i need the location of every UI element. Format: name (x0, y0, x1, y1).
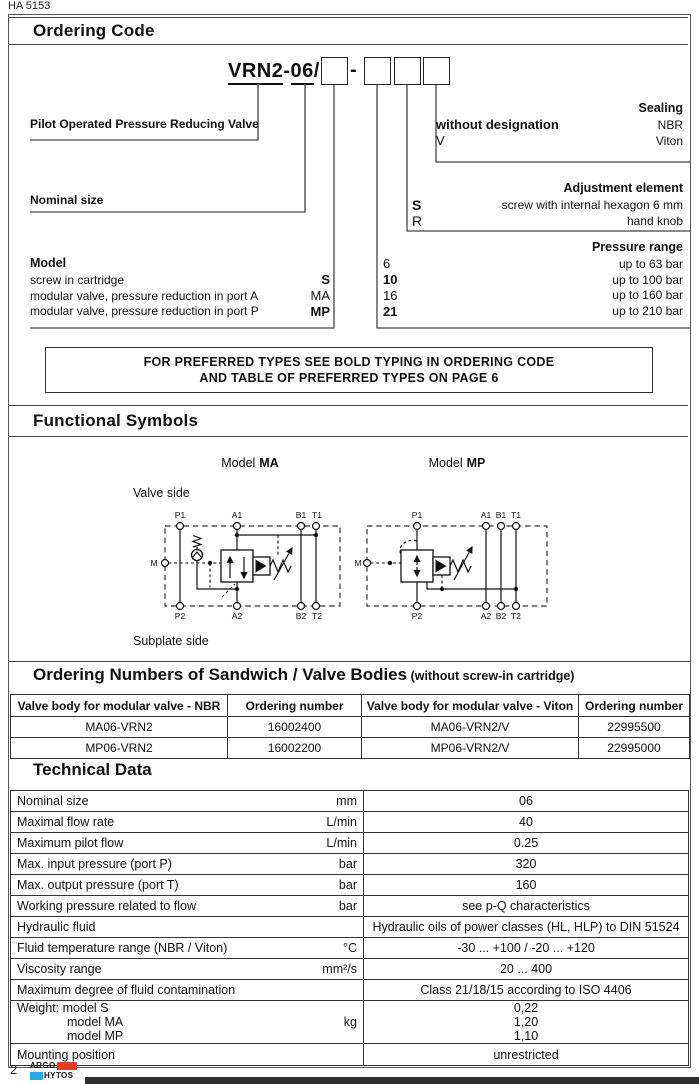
svg-text:P2: P2 (411, 611, 423, 621)
adjustment-callout (412, 181, 683, 229)
parameter-name: Hydraulic fluid (17, 920, 96, 934)
parameter-value: -30 ... +100 / -20 ... +120 (457, 941, 595, 955)
model-ma-code: MA (259, 456, 279, 470)
ma-valve-body (221, 550, 253, 582)
svg-text:M: M (354, 558, 362, 568)
svg-text:B2: B2 (495, 611, 507, 621)
table-cell: 22995500 (579, 717, 690, 738)
adjustment-row-label: screw with internal hexagon 6 mm (501, 197, 683, 212)
section-title-functional-symbols (9, 405, 688, 437)
pressure-range-row-label: up to 63 bar (618, 256, 683, 271)
svg-text:P1: P1 (174, 510, 186, 520)
svg-text:A2: A2 (480, 611, 492, 621)
ordering-numbers-table (10, 694, 690, 759)
svg-text:B2: B2 (295, 611, 307, 621)
adjustment-title: Adjustment element (563, 181, 683, 195)
sealing-row (436, 117, 683, 133)
technical-data-row (11, 917, 688, 938)
model-ma-caption (190, 456, 310, 470)
sealing-row (436, 133, 683, 149)
pressure-range-callout (383, 240, 683, 319)
code-slash: / (313, 60, 320, 82)
parameter-unit: mm (336, 794, 357, 808)
column-header: Ordering number (228, 695, 362, 717)
svg-text:M: M (150, 558, 158, 568)
parameter-unit: bar (338, 878, 357, 892)
parameter-value (364, 1001, 688, 1043)
table-cell: 16002400 (228, 717, 362, 738)
ma-spring (270, 560, 291, 572)
technical-data-title: Technical Data (33, 760, 152, 779)
valve-name-label: Pilot Operated Pressure Reducing Valve (30, 117, 259, 131)
table-cell: MA06-VRN2/V (362, 717, 579, 738)
model-callout (30, 256, 330, 319)
svg-text:T1: T1 (312, 510, 322, 520)
sealing-row-code: V (436, 133, 445, 149)
pressure-range-row-code: 16 (383, 287, 398, 303)
pressure-range-rows (383, 256, 683, 319)
ordering-numbers-title (33, 665, 574, 685)
subplate-side-label: Subplate side (133, 634, 209, 648)
model-row-label: modular valve, pressure reduction in port A (30, 288, 259, 303)
table-cell: 22995000 (579, 738, 690, 759)
parameter-name (17, 1001, 123, 1043)
mp-valve-body (401, 550, 433, 582)
technical-data-table (10, 790, 689, 1066)
parameter-unit: mm²/s (322, 962, 357, 976)
mp-sandwich-boundary (367, 526, 547, 606)
ordering-numbers-header-row (11, 695, 690, 717)
ordering-numbers-subtitle: (without screw-in cartridge) (407, 669, 575, 683)
mp-adjust-arrow (454, 547, 472, 580)
ma-port-m (162, 560, 169, 567)
parameter-value: 06 (519, 794, 533, 808)
model-mp-code: MP (466, 456, 486, 470)
parameter-unit: bar (338, 899, 357, 913)
ordering-numbers-title-text: Ordering Numbers of Sandwich / Valve Bodies (33, 665, 408, 684)
table-row (11, 738, 690, 759)
parameter-value: 320 (515, 857, 537, 871)
pressure-range-row-label: up to 210 bar (612, 304, 683, 319)
sealing-title: Sealing (638, 101, 683, 115)
preferred-types-note (45, 347, 653, 393)
model-row-code: MP (310, 303, 330, 319)
parameter-cell (11, 959, 364, 979)
adjustment-row-label: hand knob (626, 213, 683, 228)
code-prefix: VRN2 (228, 60, 283, 85)
svg-text:B1: B1 (495, 510, 507, 520)
model-row-label: modular valve, pressure reduction in port P (30, 304, 259, 319)
parameter-line: model MP (67, 1029, 124, 1043)
technical-data-row (11, 959, 688, 980)
pressure-range-row (383, 256, 683, 272)
check-valve-spring (193, 536, 201, 548)
parameter-unit: bar (338, 857, 357, 871)
model-word: Model (221, 456, 256, 470)
technical-data-row (11, 938, 688, 959)
model-row-code: S (321, 272, 330, 288)
note-line-1: FOR PREFERRED TYPES SEE BOLD TYPING IN ORDERING CODE (143, 355, 555, 369)
table-cell: MA06-VRN2 (11, 717, 228, 738)
adjustment-row (412, 197, 683, 213)
pressure-range-title: Pressure range (591, 240, 683, 254)
sealing-row-label: Viton (655, 133, 683, 148)
parameter-value: Hydraulic oils of power classes (HL, HLP) to DIN 51524 (372, 920, 680, 934)
ordering-code-title: Ordering Code (33, 21, 155, 40)
column-header: Valve body for modular valve - NBR (11, 695, 228, 717)
svg-text:T2: T2 (312, 611, 322, 621)
parameter-name: Nominal size (17, 794, 89, 808)
parameter-cell (11, 791, 364, 811)
svg-text:A1: A1 (231, 510, 243, 520)
value-line: 1,20 (513, 1015, 539, 1029)
technical-data-row (11, 791, 688, 812)
ma-hydraulic-schematic (140, 501, 345, 623)
svg-text:P1: P1 (411, 510, 423, 520)
adjustment-rows (412, 197, 683, 229)
technical-data-row (11, 1001, 688, 1044)
sealing-callout (436, 101, 683, 149)
technical-data-row (11, 1044, 688, 1065)
model-row-label: screw in cartridge (30, 272, 125, 287)
parameter-cell (11, 917, 364, 937)
parameter-cell (11, 875, 364, 895)
functional-symbols-title: Functional Symbols (33, 411, 199, 430)
footer-bar (85, 1077, 699, 1084)
pressure-range-row (383, 272, 683, 288)
adjustment-row (412, 213, 683, 229)
svg-text:T1: T1 (511, 510, 521, 520)
parameter-cell (11, 938, 364, 958)
column-header: Valve body for modular valve - Viton (362, 695, 579, 717)
technical-data-row (11, 833, 688, 854)
parameter-name: Working pressure related to flow (17, 899, 197, 913)
sealing-row-label: NBR (657, 117, 683, 132)
technical-data-row (11, 896, 688, 917)
sealing-row-code: without designation (436, 117, 559, 133)
note-line-2: AND TABLE OF PREFERRED TYPES ON PAGE 6 (199, 371, 499, 385)
parameter-name: Maximal flow rate (17, 815, 115, 829)
model-row-code: MA (310, 288, 330, 304)
logo-red-block (57, 1062, 77, 1070)
section-divider (8, 661, 690, 662)
parameter-cell (11, 896, 364, 916)
model-word: Model (428, 456, 463, 470)
column-header: Ordering number (579, 695, 690, 717)
model-row (30, 272, 330, 288)
table-row (11, 717, 690, 738)
svg-text:A1: A1 (480, 510, 492, 520)
parameter-unit: °C (342, 941, 357, 955)
parameter-unit: kg (343, 1015, 357, 1029)
logo-hytos-text: HYTOS (44, 1070, 74, 1080)
page-number: 2 (10, 1062, 18, 1077)
sealing-rows (436, 117, 683, 149)
mp-hydraulic-schematic (352, 501, 557, 623)
technical-data-row (11, 875, 688, 896)
code-separator: - (283, 60, 291, 82)
parameter-name: Max. input pressure (port P) (17, 857, 172, 871)
model-row (30, 304, 330, 320)
parameter-cell (11, 854, 364, 874)
mp-port-m (364, 560, 371, 567)
pressure-range-row-label: up to 100 bar (612, 272, 683, 287)
parameter-cell (11, 812, 364, 832)
code-size: 06 (291, 60, 314, 85)
ma-adjust-arrow (274, 548, 292, 580)
parameter-unit: L/min (326, 836, 357, 850)
table-cell: 16002200 (228, 738, 362, 759)
pressure-range-row-code: 6 (383, 256, 391, 272)
parameter-unit: L/min (326, 815, 357, 829)
pressure-range-row-code: 10 (383, 272, 398, 288)
parameter-value: 40 (519, 815, 533, 829)
technical-data-row (11, 812, 688, 833)
value-line: 0,22 (513, 1001, 539, 1015)
model-row (30, 288, 330, 304)
model-title: Model (30, 256, 67, 270)
parameter-value: unrestricted (493, 1047, 559, 1062)
parameter-value: 160 (515, 878, 537, 892)
parameter-name: Fluid temperature range (NBR / Viton) (17, 941, 228, 955)
parameter-cell (11, 1001, 364, 1043)
parameter-name: Mounting position (17, 1047, 115, 1062)
parameter-value: see p-Q characteristics (462, 899, 590, 913)
parameter-name: Max. output pressure (port T) (17, 878, 179, 892)
parameter-cell (11, 980, 364, 1000)
table-cell: MP06-VRN2/V (362, 738, 579, 759)
model-mp-caption (397, 456, 517, 470)
adjustment-row-code: S (412, 196, 422, 213)
table-cell: MP06-VRN2 (11, 738, 228, 759)
pressure-range-row-code: 21 (383, 303, 398, 319)
svg-text:P2: P2 (174, 611, 186, 621)
parameter-value: 0.25 (513, 836, 539, 850)
pressure-range-row (383, 288, 683, 304)
parameter-line: Weight: model S (17, 1001, 109, 1015)
logo-argo-text: ARGO (30, 1060, 56, 1070)
model-rows (30, 272, 330, 319)
parameter-name: Maximum pilot flow (17, 836, 124, 850)
svg-text:A2: A2 (231, 611, 243, 621)
pressure-range-row (383, 303, 683, 319)
svg-text:B1: B1 (295, 510, 307, 520)
technical-data-row (11, 980, 688, 1001)
adjustment-row-code: R (412, 212, 423, 229)
code-dash: - (350, 59, 357, 81)
parameter-value: Class 21/18/15 according to ISO 4406 (420, 983, 632, 997)
pressure-range-row-label: up to 160 bar (612, 288, 683, 303)
document-code: HA 5153 (8, 0, 51, 12)
nominal-size-label: Nominal size (30, 193, 104, 207)
valve-side-label: Valve side (133, 486, 190, 500)
svg-text:T2: T2 (511, 611, 521, 621)
technical-data-row (11, 854, 688, 875)
parameter-name: Maximum degree of fluid contamination (17, 983, 236, 997)
value-line: 1,10 (513, 1029, 539, 1043)
parameter-cell (11, 833, 364, 853)
argo-hytos-logo (30, 1061, 77, 1081)
parameter-line: model MA (67, 1015, 124, 1029)
parameter-value: 20 ... 400 (499, 962, 553, 976)
parameter-name: Viscosity range (17, 962, 102, 976)
logo-blue-block (30, 1072, 43, 1080)
mp-spring (450, 560, 471, 572)
